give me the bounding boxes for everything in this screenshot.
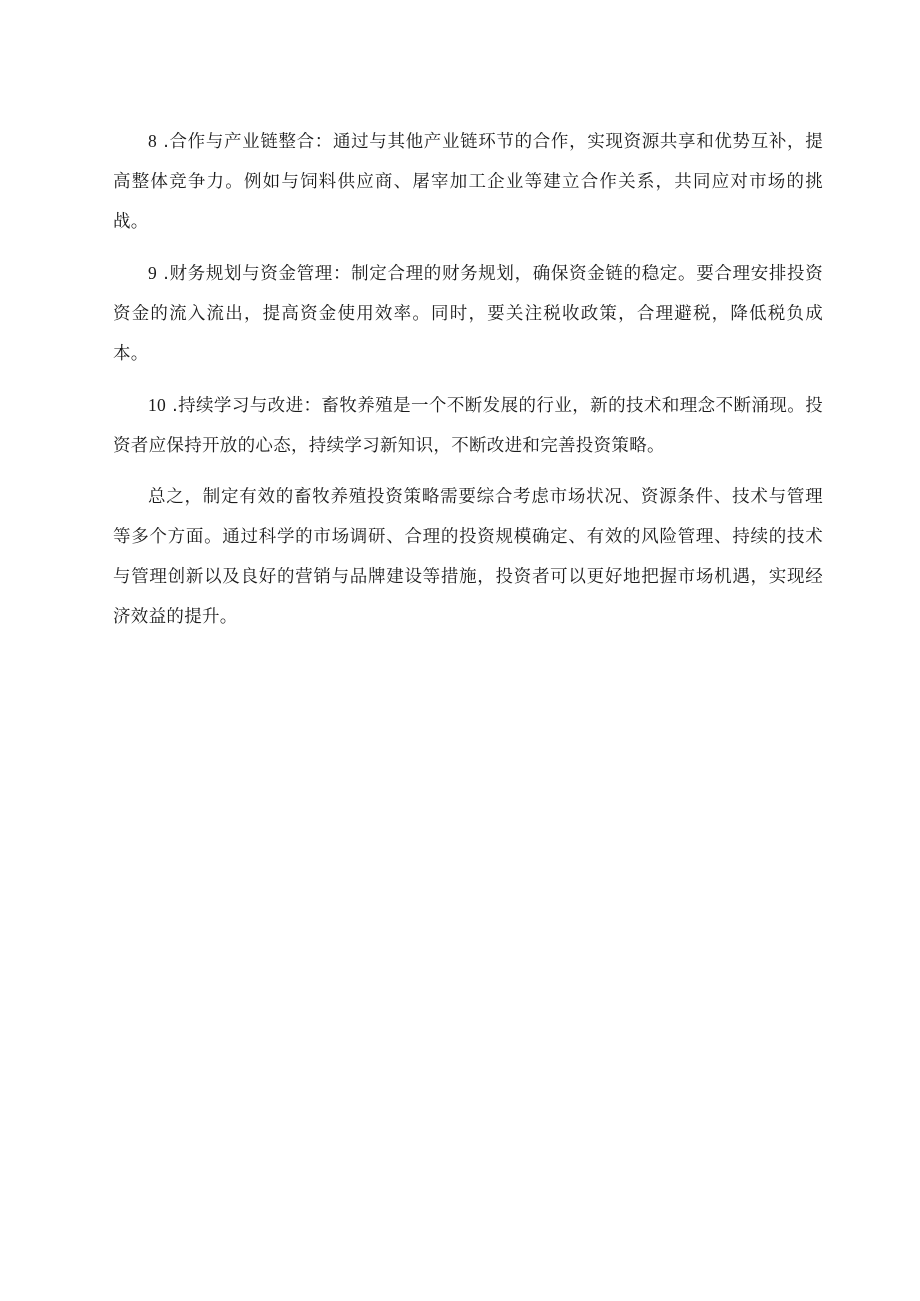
paragraph-text: .合作与产业链整合：通过与其他产业链环节的合作，实现资源共享和优势互补，提高整体竞争力。例如与饲料供应商、屠宰加工企业等建立合作关系，共同应对市场的挑战。 — [113, 132, 823, 232]
paragraph-finance — [113, 253, 823, 374]
paragraph-learning — [113, 385, 823, 466]
paragraph-number: 10 — [148, 395, 167, 415]
paragraph-cooperation — [113, 121, 823, 242]
paragraph-number: 8 — [148, 131, 158, 151]
paragraph-summary — [113, 477, 823, 637]
paragraph-text: .持续学习与改进：畜牧养殖是一个不断发展的行业，新的技术和理念不断涌现。投资者应保持开放的心态，持续学习新知识，不断改进和完善投资策略。 — [113, 396, 823, 456]
paragraph-text: .财务规划与资金管理：制定合理的财务规划，确保资金链的稳定。要合理安排投资资金的流入流出，提高资金使用效率。同时，要关注税收政策，合理避税，降低税负成本。 — [113, 264, 823, 364]
document-body — [113, 121, 823, 648]
paragraph-number: 9 — [148, 263, 158, 283]
paragraph-text: 总之，制定有效的畜牧养殖投资策略需要综合考虑市场状况、资源条件、技术与管理等多个方面。通过科学的市场调研、合理的投资规模确定、有效的风险管理、持续的技术与管理创新以及良好的营销与品牌建设等措施，投资者可以更好地把握市场机遇，实现经济效益的提升。 — [113, 487, 823, 627]
